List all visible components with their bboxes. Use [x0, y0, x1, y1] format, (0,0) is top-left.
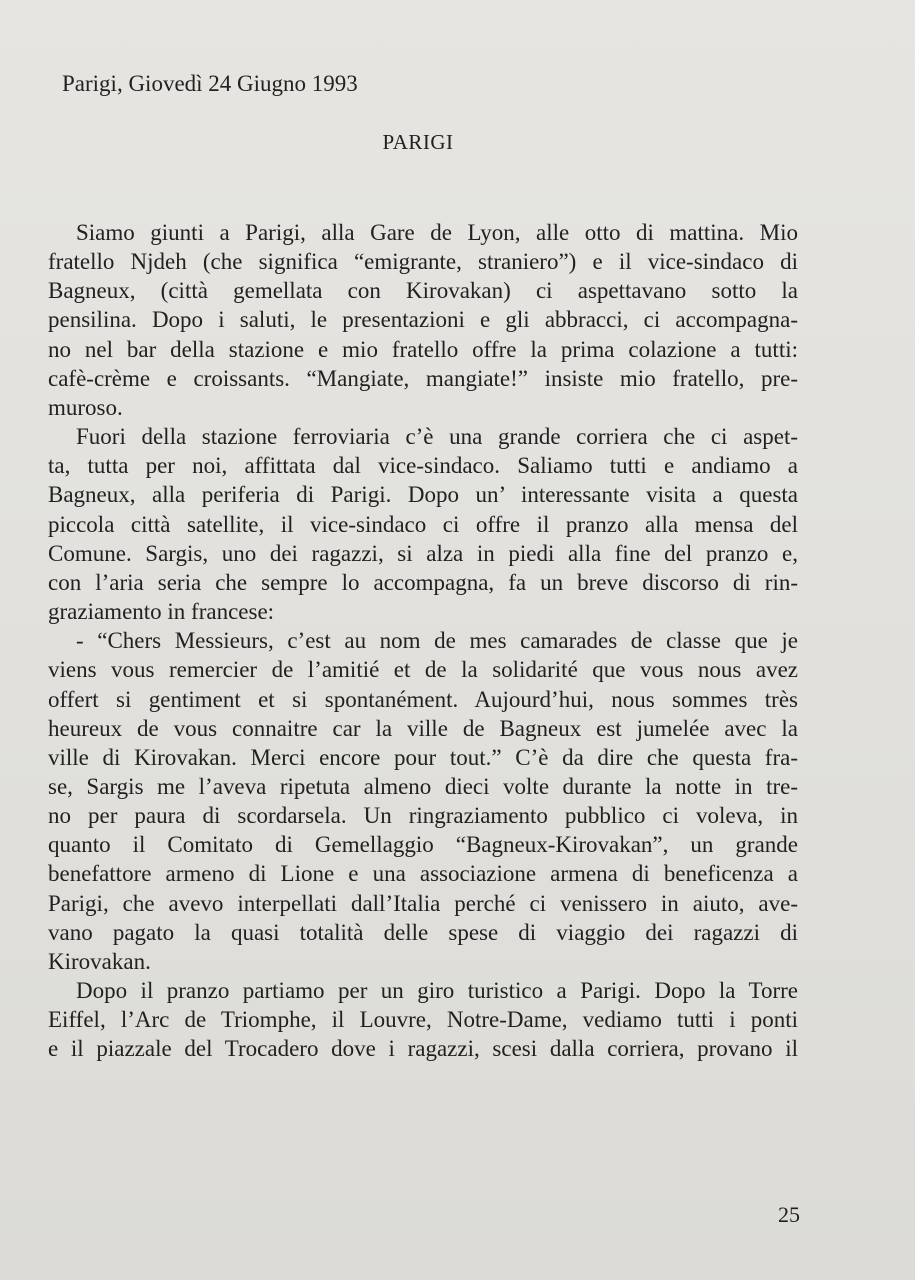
text-line: piccola città satellite, il vice-sindaco ci offre il pranzo alla mensa del: [48, 511, 798, 537]
text-line: Bagneux, alla periferia di Parigi. Dopo un’ interessante visita a questa: [48, 482, 798, 508]
text-line: no nel bar della stazione e mio fratello offre la prima colazione a tutti:: [48, 336, 798, 362]
text-line: Comune. Sargis, uno dei ragazzi, si alza in piedi alla fine del pranzo e,: [48, 540, 798, 566]
text-line: Bagneux, (città gemellata con Kirovakan) ci aspettavano sotto la: [48, 278, 798, 304]
text-line: Dopo il pranzo partiamo per un giro turistico a Parigi. Dopo la Torre: [76, 978, 798, 1004]
text-line: cafè-crème e croissants. “Mangiate, mangiate!” insiste mio fratello, pre-: [48, 365, 798, 391]
text-line: quanto il Comitato di Gemellaggio “Bagneux-Kirovakan”, un grande: [48, 832, 798, 858]
dateline: Parigi, Giovedì 24 Giugno 1993: [62, 71, 358, 96]
text-line: fratello Njdeh (che significa “emigrante, straniero”) e il vice-sindaco di: [48, 249, 798, 275]
text-line: ville di Kirovakan. Merci encore pour tout.” C’è da dire che questa fra-: [48, 744, 798, 770]
text-line: benefattore armeno di Lione e una associazione armena di beneficenza a: [48, 861, 798, 887]
text-line: - “Chers Messieurs, c’est au nom de mes camarades de classe que je: [76, 628, 798, 654]
text-line: muroso.: [48, 394, 123, 420]
text-line: ta, tutta per noi, affittata dal vice-sindaco. Saliamo tutti e andiamo a: [48, 453, 798, 479]
text-line: vano pagato la quasi totalità delle spese di viaggio dei ragazzi di: [48, 919, 798, 945]
text-line: se, Sargis me l’aveva ripetuta almeno dieci volte durante la notte in tre-: [48, 773, 798, 799]
text-line: con l’aria seria che sempre lo accompagna, fa un breve discorso di rin-: [48, 569, 798, 595]
text-line: Fuori della stazione ferroviaria c’è una grande corriera che ci aspet-: [76, 424, 798, 450]
text-line: Parigi, che avevo interpellati dall’Italia perché ci venissero in aiuto, ave-: [48, 890, 798, 916]
text-line: e il piazzale del Trocadero dove i ragazzi, scesi dalla corriera, provano il: [48, 1036, 798, 1062]
text-line: Siamo giunti a Parigi, alla Gare de Lyon, alle otto di mattina. Mio: [76, 220, 798, 245]
text-line: no per paura di scordarsela. Un ringraziamento pubblico ci voleva, in: [48, 803, 798, 829]
text-line: pensilina. Dopo i saluti, le presentazioni e gli abbracci, ci accompagna-: [48, 307, 798, 333]
text-line: offert si gentiment et si spontanément. Aujourd’hui, nous sommes très: [48, 686, 798, 712]
text-line: Kirovakan.: [48, 948, 151, 974]
text-line: Eiffel, l’Arc de Triomphe, il Louvre, Notre-Dame, vediamo tutti i ponti: [48, 1007, 798, 1033]
chapter-heading: PARIGI: [382, 130, 454, 154]
body-text: [48, 218, 798, 1064]
text-line: graziamento in francese:: [48, 599, 275, 625]
text-line: heureux de vous connaitre car la ville de Bagneux est jumelée avec la: [48, 715, 798, 741]
text-line: viens vous remercier de l’amitié et de la solidarité que vous nous avez: [48, 657, 798, 683]
page-number: 25: [778, 1202, 800, 1227]
